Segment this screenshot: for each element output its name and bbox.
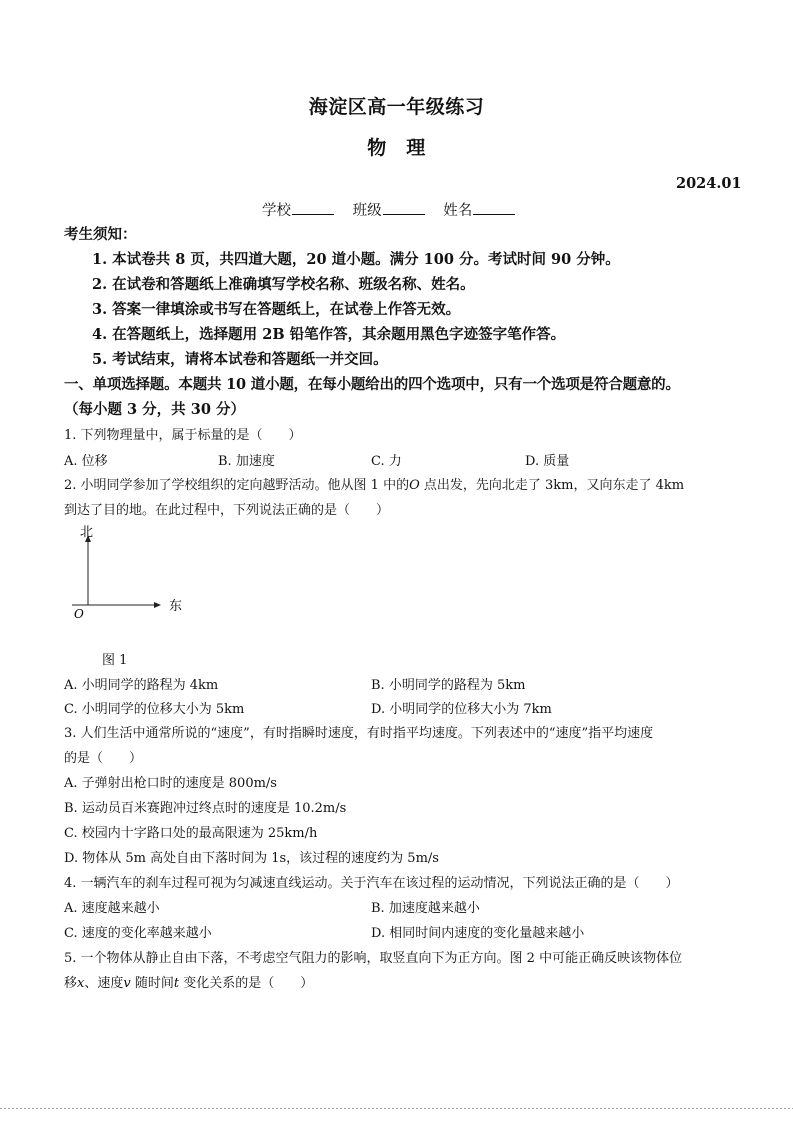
q5-stem-line2 <box>64 972 313 991</box>
section-title: 一、单项选择题。本题共 10 道小题，在每小题给出的四个选项中，只有一个选项是符合题意的。 <box>64 376 680 393</box>
q5-var-v: v <box>123 976 131 991</box>
q2-stem-var: O <box>409 478 420 493</box>
figure-1 <box>60 518 200 628</box>
notice-item: 5. 考试结束，请将本试卷和答题纸一并交回。 <box>92 351 388 368</box>
school-label: 学校 <box>262 203 291 219</box>
notice-item: 2. 在试卷和答题纸上准确填写学校名称、班级名称、姓名。 <box>92 276 475 293</box>
class-label: 班级 <box>352 203 382 219</box>
q1-option-d[interactable]: D. 质量 <box>525 454 570 469</box>
q4-option-b[interactable]: B. 加速度越来越小 <box>371 901 480 916</box>
school-blank[interactable] <box>292 201 334 215</box>
notice-item: 3. 答案一律填涂或书写在答题纸上，在试卷上作答无效。 <box>92 301 461 318</box>
q3-stem-line1: 3. 人们生活中通常所说的“速度”，有时指瞬时速度，有时指平均速度。下列表述中的“速度”指平均速度 <box>64 726 654 741</box>
notice-item: 1. 本试卷共 8 页，共四道大题，20 道小题。满分 100 分。考试时间 90 分钟。 <box>92 251 620 268</box>
q2-option-d[interactable]: D. 小明同学的位移大小为 7km <box>371 702 552 717</box>
q5-stem-l2a: 移 <box>64 976 78 991</box>
q3-option-c[interactable]: C. 校园内十字路口处的最高限速为 25km/h <box>64 826 318 841</box>
q5-stem-l2b: 、速度 <box>84 976 124 991</box>
class-field <box>353 203 439 219</box>
q5-stem-l2c: 随时间 <box>130 976 174 991</box>
q1-option-c[interactable]: C. 力 <box>371 454 402 469</box>
section-points: （每小题 3 分，共 30 分） <box>64 401 245 418</box>
figure-1-caption: 图 1 <box>102 653 128 668</box>
q4-stem: 4. 一辆汽车的刹车过程可视为匀减速直线运动。关于汽车在该过程的运动情况，下列说法正确的是（ ） <box>64 876 679 891</box>
notice-heading: 考生须知： <box>64 226 137 243</box>
q1-option-b[interactable]: B. 加速度 <box>218 454 275 469</box>
q2-option-a[interactable]: A. 小明同学的路程为 4km <box>64 678 219 693</box>
name-label: 姓名 <box>443 203 473 219</box>
page-bottom-rule <box>0 1108 793 1109</box>
q1-option-a[interactable]: A. 位移 <box>64 454 108 469</box>
name-field <box>443 203 529 219</box>
exam-title: 海淀区高一年级练习 <box>308 96 485 118</box>
q5-var-t: t <box>173 976 180 991</box>
q2-stem-line1 <box>64 474 684 493</box>
q2-stem-line2: 到达了目的地。在此过程中，下列说法正确的是（ ） <box>64 503 390 518</box>
exam-date: 2024.01 <box>676 175 742 192</box>
q4-option-d[interactable]: D. 相同时间内速度的变化量越来越小 <box>371 926 585 941</box>
q3-stem-line2: 的是（ ） <box>64 751 143 766</box>
q5-stem-line1: 5. 一个物体从静止自由下落，不考虑空气阻力的影响，取竖直向下为正方向。图 2 中可能正确反映该物体位 <box>64 951 683 966</box>
q1-stem: 1. 下列物理量中，属于标量的是（ ） <box>64 428 302 443</box>
origin-label: O <box>74 607 84 621</box>
q2-option-b[interactable]: B. 小明同学的路程为 5km <box>371 678 526 693</box>
info-fields <box>262 199 529 220</box>
north-label: 北 <box>80 525 94 540</box>
notice-item: 4. 在答题纸上，选择题用 2B 铅笔作答，其余题用黑色字迹签字笔作答。 <box>92 326 566 343</box>
q3-option-d[interactable]: D. 物体从 5m 高处自由下落时间为 1s，该过程的速度约为 5m/s <box>64 851 439 866</box>
q4-option-a[interactable]: A. 速度越来越小 <box>64 901 160 916</box>
q4-option-c[interactable]: C. 速度的变化率越来越小 <box>64 926 212 941</box>
name-blank[interactable] <box>473 201 515 215</box>
east-label: 东 <box>169 599 183 614</box>
q2-option-c[interactable]: C. 小明同学的位移大小为 5km <box>64 702 245 717</box>
q5-stem-l2d: 变化关系的是（ ） <box>179 976 314 991</box>
class-blank[interactable] <box>383 201 425 215</box>
subject-title: 物 理 <box>367 137 426 159</box>
school-field <box>262 203 348 219</box>
q2-stem-a: 2. 小明同学参加了学校组织的定向越野活动。他从图 1 中的 <box>64 478 410 493</box>
q5-var-x: x <box>77 976 85 991</box>
q3-option-b[interactable]: B. 运动员百米赛跑冲过终点时的速度是 10.2m/s <box>64 801 347 816</box>
q2-stem-b: 点出发，先向北走了 3km，又向东走了 4km <box>419 478 685 493</box>
q3-option-a[interactable]: A. 子弹射出枪口时的速度是 800m/s <box>64 776 277 791</box>
